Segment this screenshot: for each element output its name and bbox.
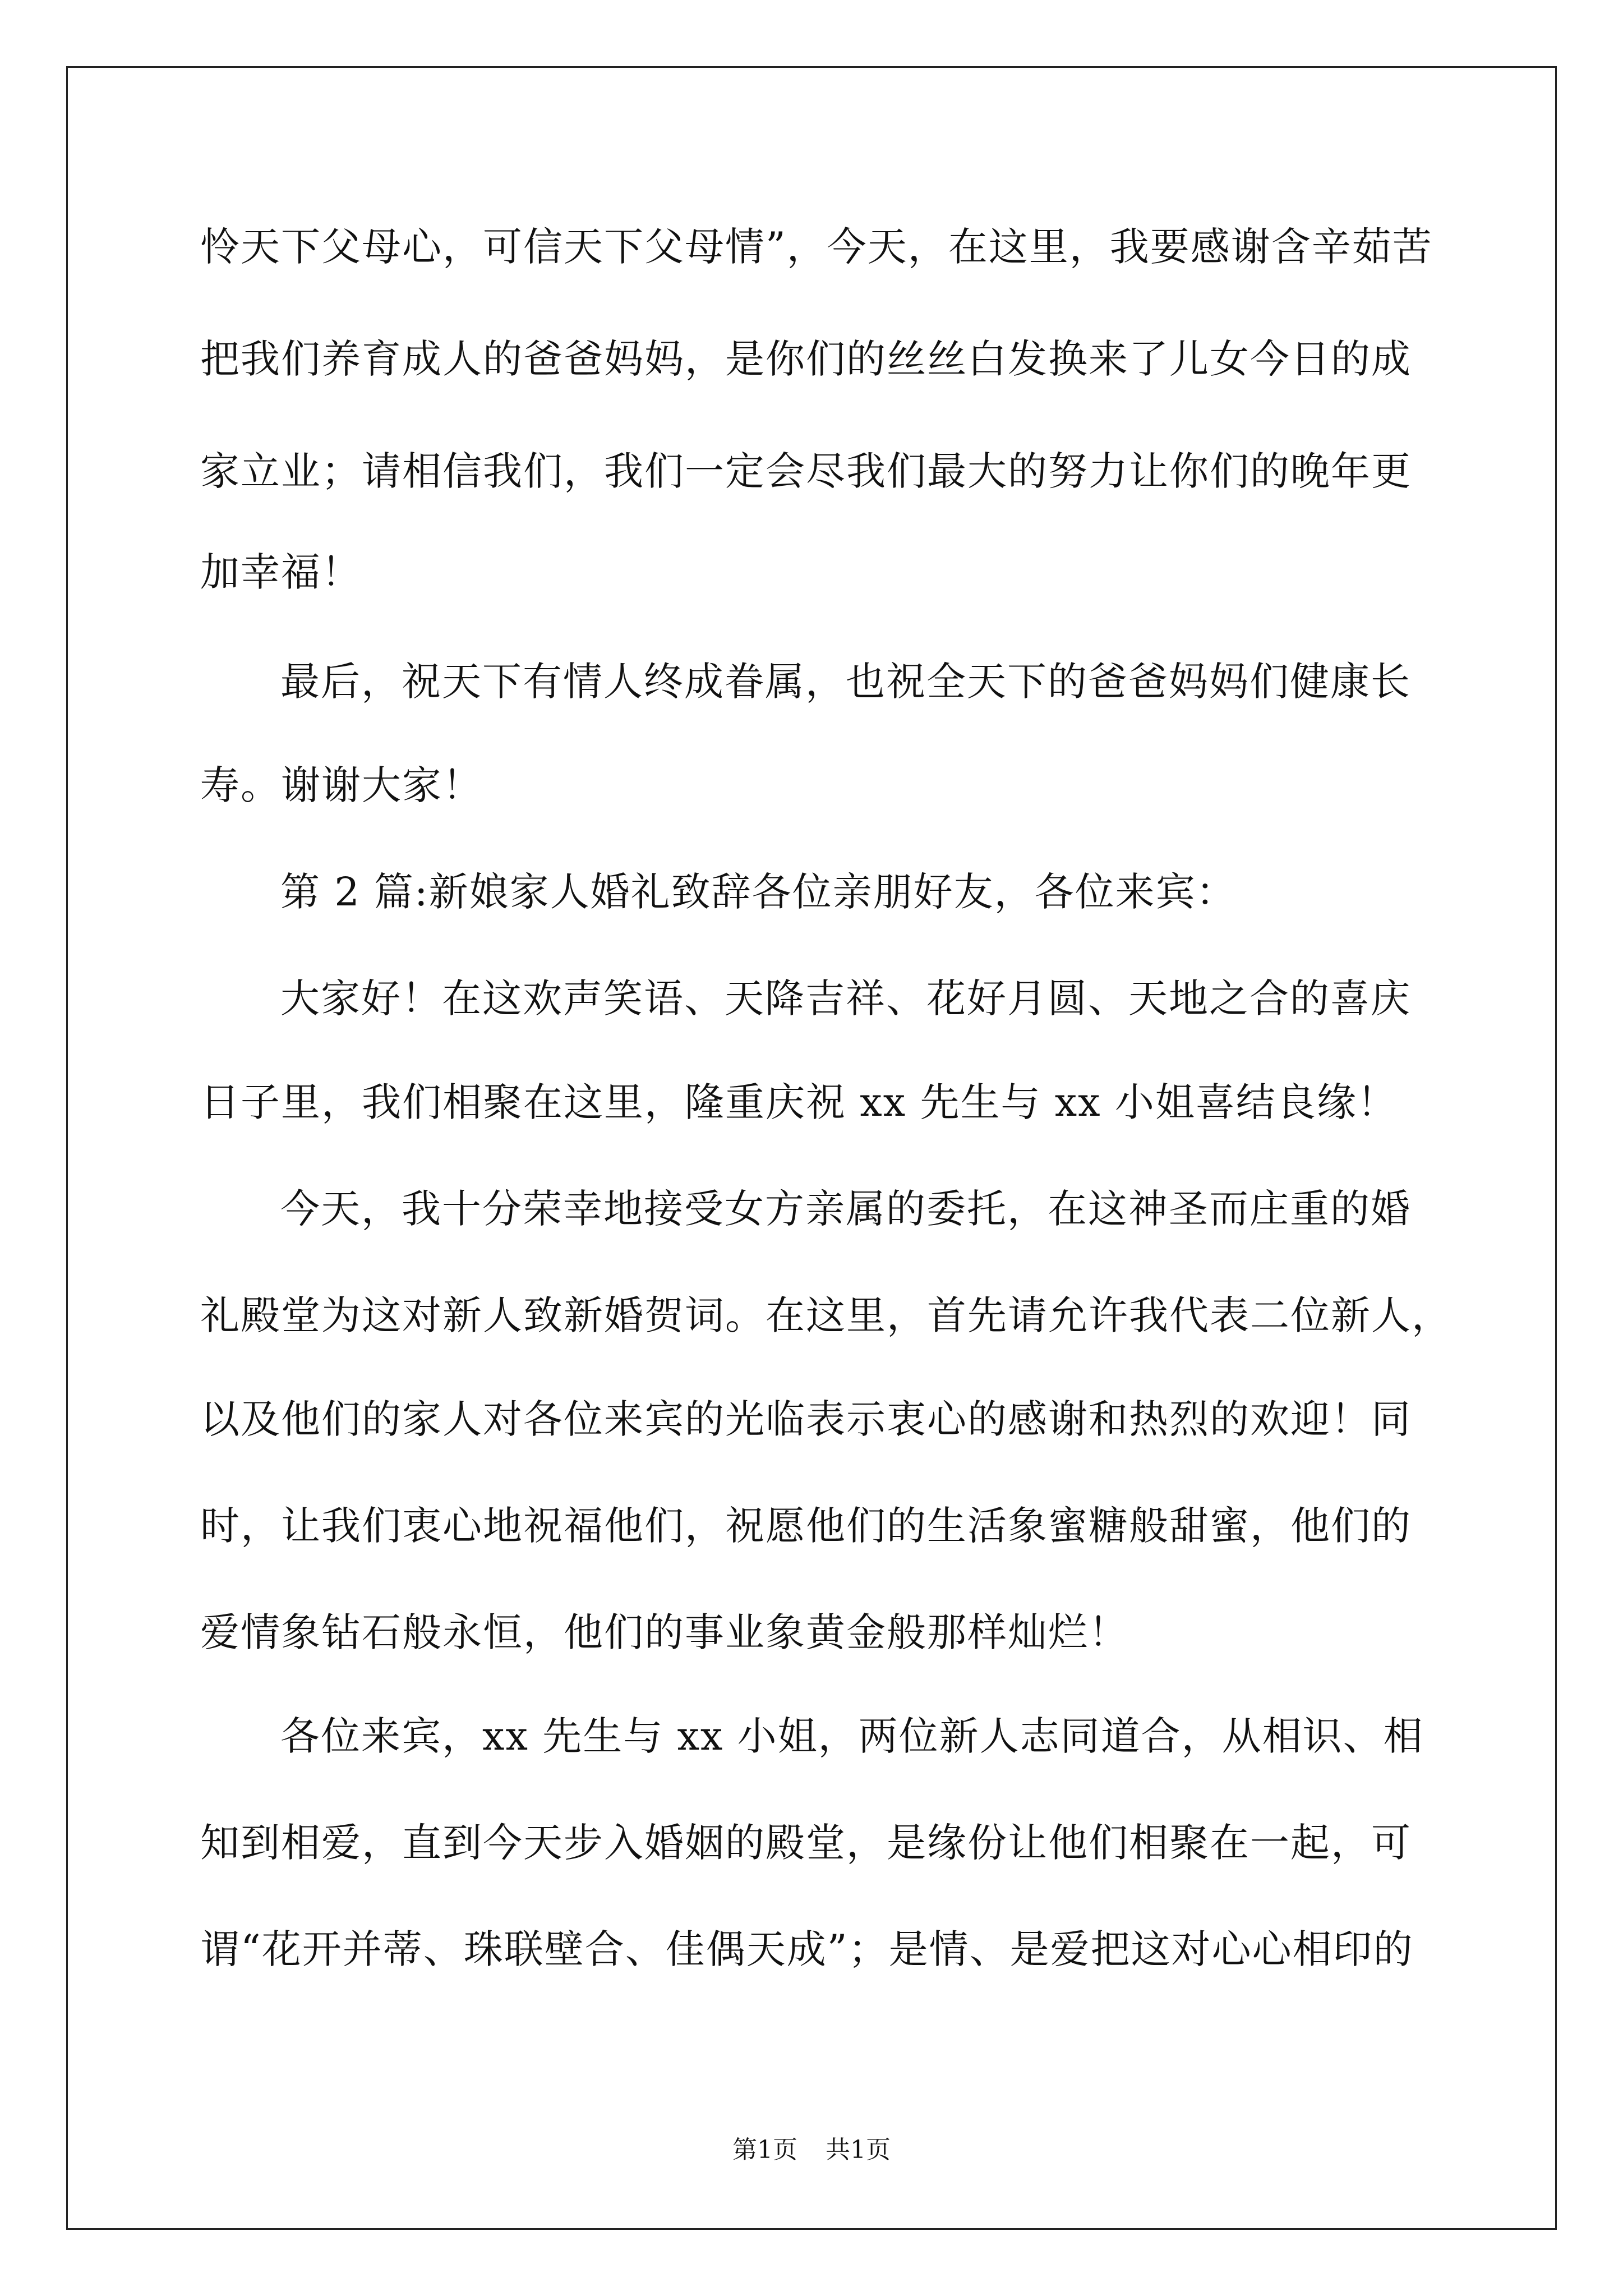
- page-number: 第1页: [732, 2136, 797, 2164]
- body-text-line: 爱情象钻石般永恒，他们的事业象黄金般那样灿烂！: [200, 1609, 1129, 1655]
- body-text-line: 加幸福！: [200, 549, 362, 595]
- body-text-line: 把我们养育成人的爸爸妈妈，是你们的丝丝白发换来了儿女今日的成: [200, 336, 1412, 382]
- body-text-line: 寿。谢谢大家！: [200, 762, 483, 808]
- paragraph-start-line: 今天，我十分荣幸地接受女方亲属的委托，在这神圣而庄重的婚: [280, 1186, 1411, 1232]
- body-text-line: 怜天下父母心，可信天下父母情”，今天，在这里，我要感谢含辛茹苦: [200, 224, 1433, 270]
- body-text-line: 谓“花开并蒂、珠联壁合、佳偶天成”；是情、是爱把这对心心相印的: [200, 1926, 1414, 1972]
- paragraph-start-line: 大家好！在这欢声笑语、天降吉祥、花好月圆、天地之合的喜庆: [280, 976, 1411, 1022]
- body-text-line: 日子里，我们相聚在这里，隆重庆祝 xx 先生与 xx 小姐喜结良缘！: [200, 1079, 1398, 1125]
- body-text-line: 家立业；请相信我们，我们一定会尽我们最大的努力让你们的晚年更: [200, 448, 1412, 494]
- body-text-line: 知到相爱，直到今天步入婚姻的殿堂，是缘份让他们相聚在一起，可: [200, 1820, 1412, 1866]
- body-text-line: 以及他们的家人对各位来宾的光临表示衷心的感谢和热烈的欢迎！同: [200, 1396, 1412, 1442]
- page-total: 共1页: [826, 2136, 891, 2164]
- body-text-line: 礼殿堂为这对新人致新婚贺词。在这里，首先请允许我代表二位新人，: [200, 1292, 1452, 1338]
- body-text-line: 时，让我们衷心地祝福他们，祝愿他们的生活象蜜糖般甜蜜，他们的: [200, 1503, 1412, 1549]
- page-footer: [0, 2134, 1623, 2166]
- section-heading: 第 2 篇:新娘家人婚礼致辞各位亲朋好友，各位来宾：: [280, 869, 1237, 915]
- paragraph-start-line: 各位来宾，xx 先生与 xx 小姐，两位新人志同道合，从相识、相: [280, 1713, 1424, 1759]
- paragraph-start-line: 最后，祝天下有情人终成眷属，也祝全天下的爸爸妈妈们健康长: [280, 659, 1411, 705]
- page-border: [66, 66, 1557, 2230]
